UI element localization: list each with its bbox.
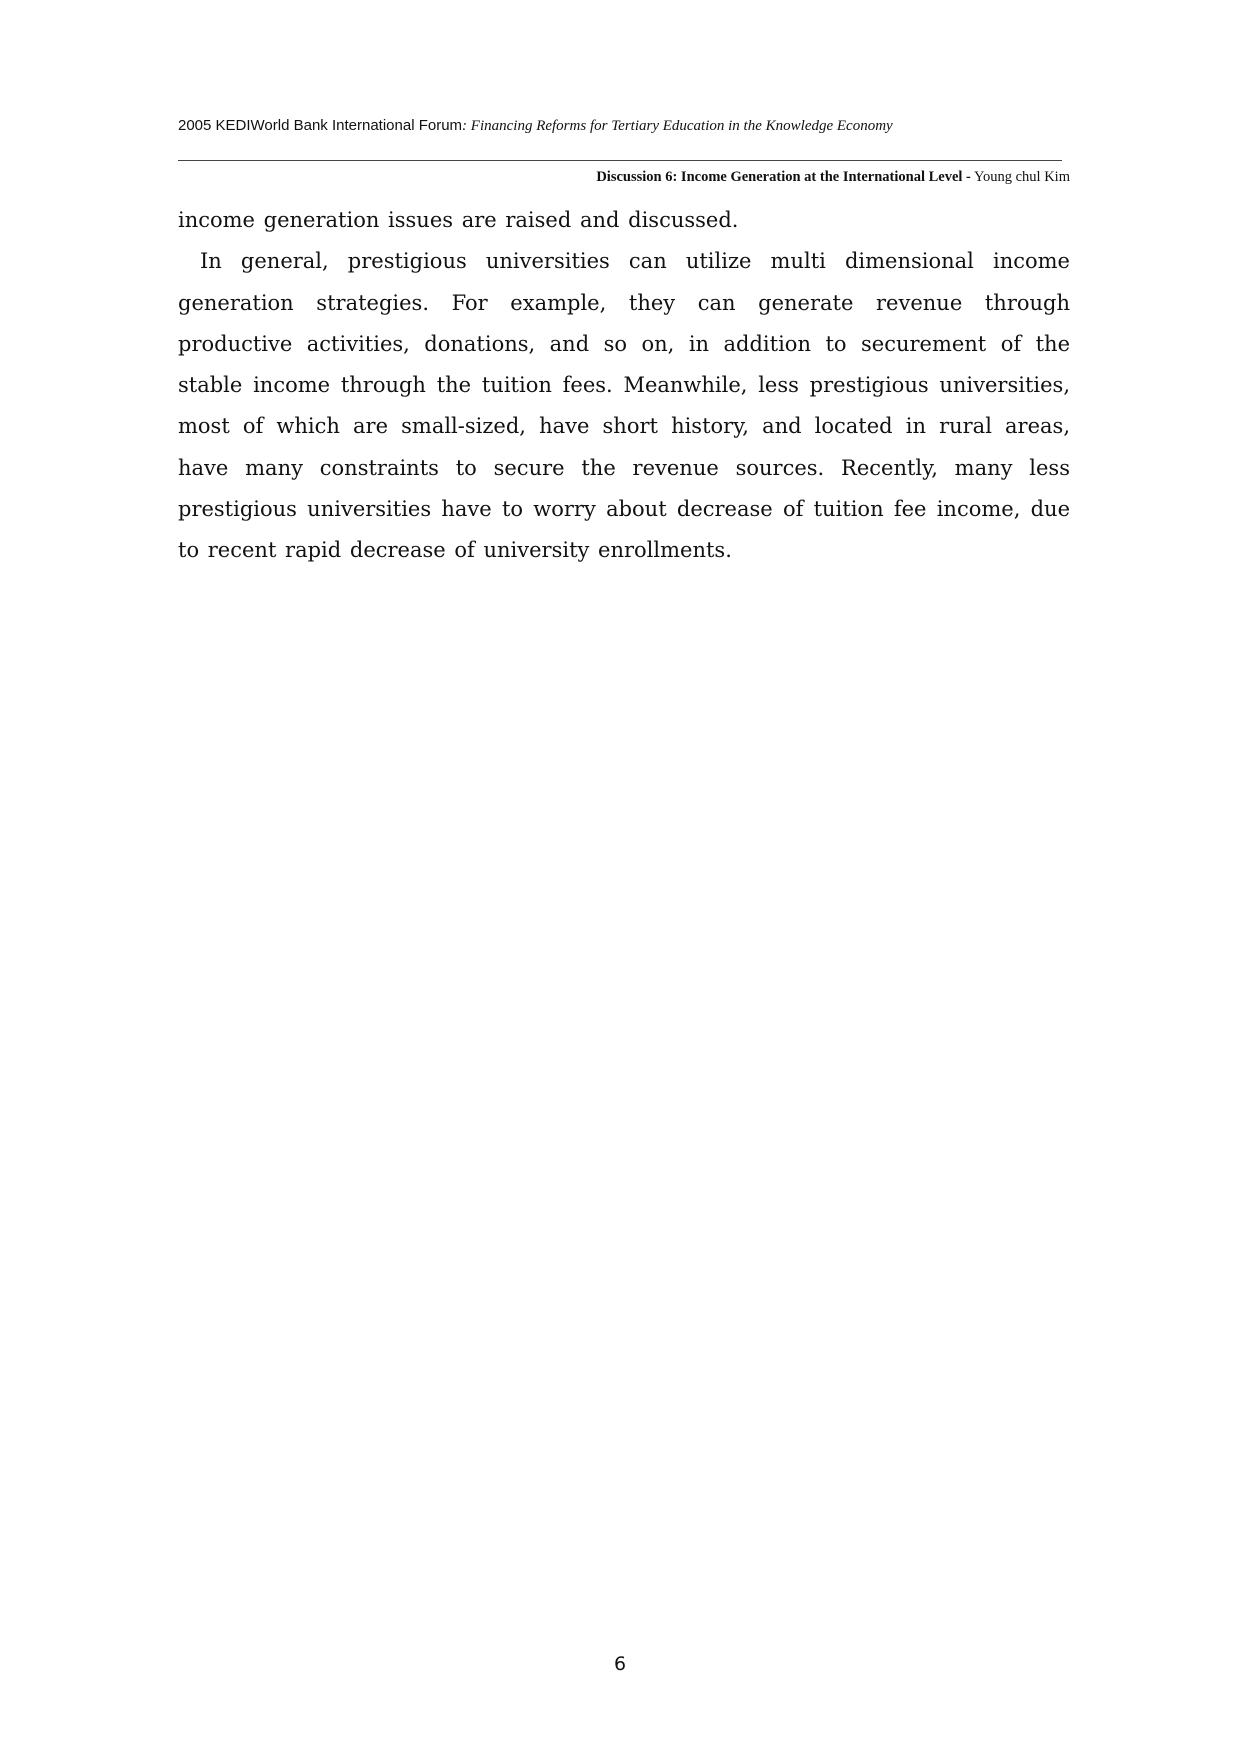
paragraph: In general, prestigious universities can utilize multi dimensional income generation strategies. For example, they can generate revenue through productive activities, donations, and so on, in addition to securement of the stable income through the tuition fees. Meanwhile, less prestigious universities, most of which are small-sized, have short history, and located in rural areas, have many constraints to secure the revenue sources. Recently, many less prestigious universities have to worry about decrease of tuition fee income, due to recent rapid decrease of university enrollments.: [178, 249, 1070, 563]
running-header: [178, 116, 1068, 136]
forum-name: 2005 KEDIWorld Bank International Forum: [178, 117, 463, 134]
section-heading: [596, 167, 1070, 187]
paragraph-continuation: income generation issues are raised and discussed.: [178, 208, 739, 232]
section-author: Young chul Kim: [970, 169, 1070, 185]
body-text: [178, 200, 1070, 572]
header-rule: [178, 160, 1062, 161]
page-number: 6: [613, 1653, 627, 1675]
forum-subtitle: : Financing Reforms for Tertiary Education in the Knowledge Economy: [462, 118, 893, 134]
section-title: Discussion 6: Income Generation at the International Level -: [596, 169, 971, 185]
